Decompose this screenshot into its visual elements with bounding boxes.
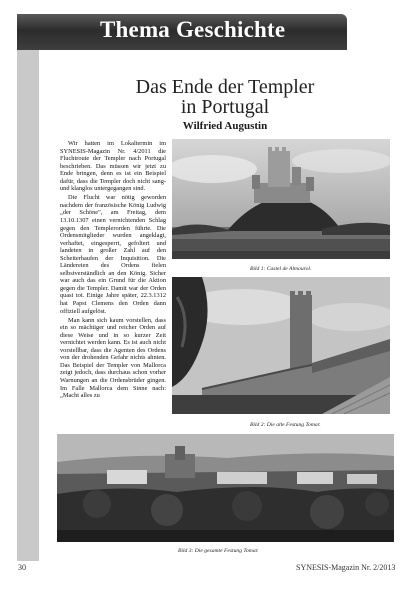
- photo-tomar-panorama: [57, 434, 394, 542]
- photo-tomar-fortress: [172, 277, 390, 414]
- article-body: [60, 140, 166, 430]
- paragraph: Die Flucht war nötig geworden nachdem der französische König Ludwig „der Schöne", am Freitag, dem 13.10.1307 einen vernichtenden Schlag gegen den Templerorden führte. Die Ordensmitglieder wurden angeklagt, verhaftet, eingesperrt, gefoltert und landeten in großer Zahl auf den Scheiterhaufen der Inquisition. Die Ländereien des Ordens fielen selbstverständlich an den König. Sicher war auch das ein Grund für die Aktion gegen die Templer. Damit war der Orden quasi tot. Einige Jahre später, 22.3.1312 hat Papst Clemens den Orden dann offiziell aufgelöst.: [60, 194, 166, 315]
- paragraph: Wir hatten im Lokaltermin im SYNESIS-Magazin Nr. 4/2011 die Fluchtroute der Templer nach Portugal beschrieben. Das müssen wir jetzt zu Ende bringen, denn es ist ein Beispiel dafür, dass die Templer doch nicht sang- und klanglos untergegangen sind.: [60, 140, 166, 193]
- page-number: 30: [18, 563, 26, 572]
- article-title-line-1: Das Ende der Templer: [135, 76, 315, 98]
- magazine-issue: SYNESIS-Magazin Nr. 2/2013: [296, 563, 396, 572]
- figure-caption: Bild 3: Die gesamte Festung Tomar.: [178, 548, 259, 554]
- figure-caption: Bild 2: Die alte Festung Tomar.: [250, 422, 321, 428]
- section-title: Thema Geschichte: [100, 17, 286, 42]
- paragraph: Man kann sich kaum vorstellen, dass ein so mächtiger und reicher Orden auf diese Weise und in so kurzer Zeit vernichtet werden kann. Es ist auch nicht vorstellbar, dass die Agenten des Ordens von der drohenden Gefahr nichts ahnten. Das Beispiel der Templer von Mallorca zeigt jedoch, dass durchaus schon vorher Warnungen an die Ordensbrüder gingen. Im Falle Mallorca dem Sinne nach: „Macht alles zu: [60, 316, 166, 400]
- figure-caption: Bild 1: Castel de Almourol.: [250, 266, 312, 272]
- fortress-wall-image: [172, 277, 390, 414]
- photo-castle-almourol: [172, 139, 390, 259]
- side-margin-bar: [17, 14, 39, 561]
- castle-island-image: [172, 139, 390, 259]
- panorama-image: [57, 434, 394, 542]
- article-author: Wilfried Augustin: [182, 120, 268, 132]
- article-title-line-2: in Portugal: [180, 96, 270, 118]
